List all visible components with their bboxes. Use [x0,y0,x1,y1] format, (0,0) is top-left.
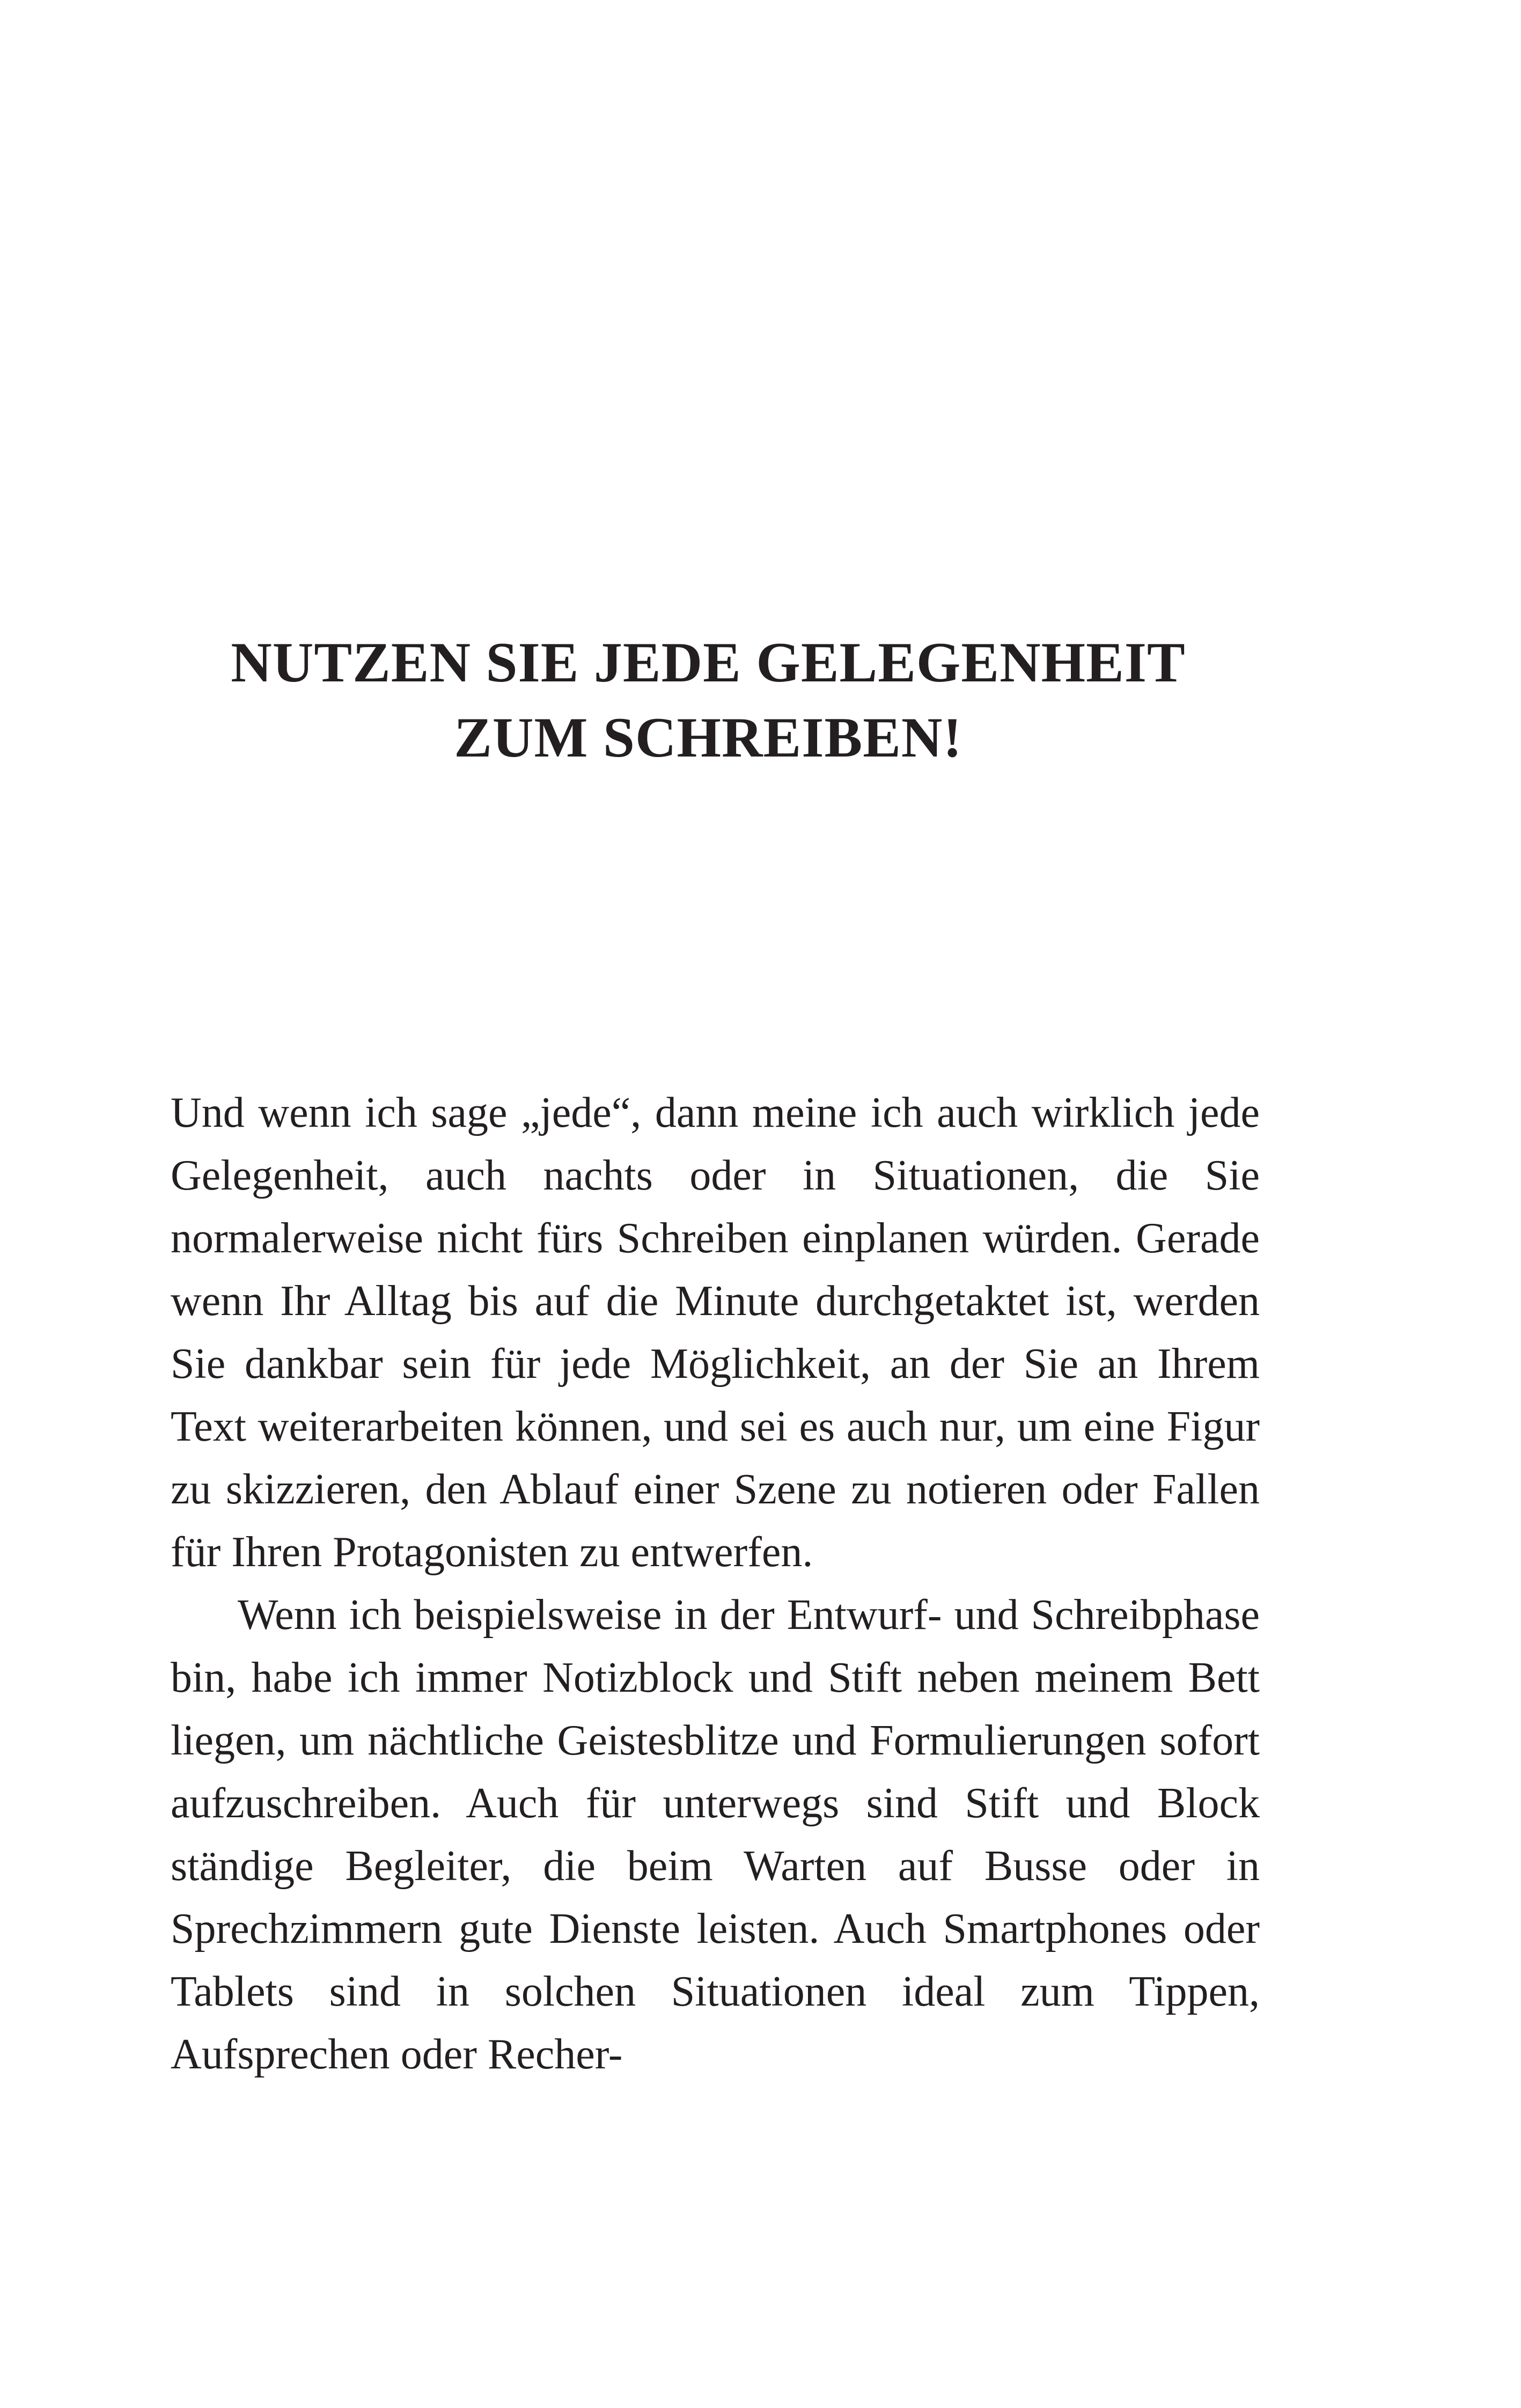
paragraph-2: Wenn ich beispielsweise in der Entwurf- und Schreibphase bin, habe ich immer Notizblock und Stift neben meinem Bett liegen, um nächtliche Geistesblitze und Formulierungen sofort aufzuschreiben. Auch für unterwegs sind Stift und Block ständige Begleiter, die beim Warten auf Busse oder in Sprechzimmern gute Dienste leisten. Auch Smartphones oder Tablets sind in solchen Situationen ideal zum Tippen, Aufsprechen oder Recher- [171,1591,1260,2078]
chapter-title-line-1: NUTZEN SIE JEDE GELEGENHEIT [231,631,1186,694]
chapter-title [0,625,1416,775]
paragraph-1: Und wenn ich sage „jede“, dann meine ich auch wirklich jede Gelegenheit, auch nachts oder in Situationen, die Sie normalerweise nicht fürs Schreiben einplanen würden. Gerade wenn Ihr Alltag bis auf die Minute durchgetaktet ist, werden Sie dankbar sein für jede Möglichkeit, an der Sie an Ihrem Text weiterarbeiten können, und sei es auch nur, um eine Figur zu skizzieren, den Ablauf einer Szene zu notieren oder Fallen für Ihren Protagonisten zu entwerfen. [171,1089,1260,1576]
chapter-title-line-2: ZUM SCHREIBEN! [454,706,962,769]
body-text [171,1082,1260,2086]
